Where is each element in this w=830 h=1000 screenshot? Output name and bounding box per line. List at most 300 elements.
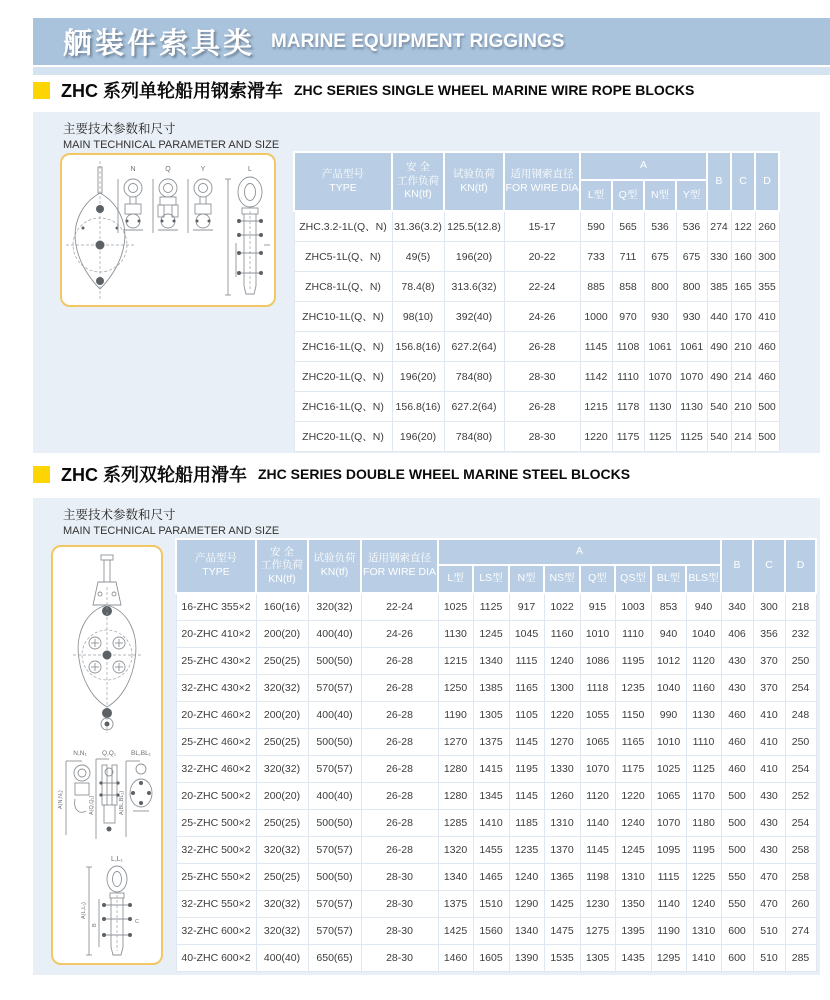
value-cell: 500 [721,783,753,810]
value-cell: 1003 [615,593,651,621]
single-wheel-drawing-box [60,153,276,307]
double-wheel-drawing-box [51,545,163,965]
value-cell: 410 [753,756,785,783]
value-cell: 1240 [615,810,651,837]
value-cell: 1125 [676,422,707,452]
product-type-cell: 32-ZHC 500×2 [176,837,256,864]
value-cell: 990 [651,702,686,729]
value-cell: 1240 [686,891,721,918]
value-cell: 784(80) [444,362,504,392]
column-header: QS型 [615,565,651,593]
value-cell: 470 [753,864,785,891]
value-cell: 196(20) [392,362,444,392]
value-cell: 392(40) [444,302,504,332]
product-type-cell: ZHC10-1L(Q、N) [294,302,392,332]
value-cell: 1220 [544,702,580,729]
column-header: 试验负荷 KN(tf) [308,539,361,593]
value-cell: 500 [755,422,779,452]
value-cell: 200(20) [256,702,308,729]
value-cell: 460 [721,756,753,783]
section2-panel [33,498,820,975]
value-cell: 1110 [686,729,721,756]
value-cell: 440 [707,302,731,332]
value-cell: 1320 [438,837,473,864]
value-cell: 1215 [438,648,473,675]
value-cell: 570(57) [308,756,361,783]
value-cell: 940 [651,621,686,648]
table-row [176,945,816,972]
value-cell: 274 [785,918,816,945]
value-cell: 1345 [473,783,509,810]
value-cell: 1340 [509,918,544,945]
value-cell: 170 [731,302,755,332]
value-cell: 28-30 [504,362,580,392]
value-cell: 1425 [438,918,473,945]
value-cell: 1235 [615,675,651,702]
value-cell: 300 [753,593,785,621]
value-cell: 500(50) [308,810,361,837]
value-cell: 1305 [580,945,615,972]
value-cell: 430 [753,783,785,810]
subtitle-zh: 主要技术参数和尺寸 [63,122,176,136]
value-cell: 26-28 [504,332,580,362]
diagram-label: BL,BL₁ [131,750,151,757]
value-cell: 540 [707,392,731,422]
value-cell: 1115 [509,648,544,675]
column-header: N型 [509,565,544,593]
value-cell: 858 [612,272,644,302]
value-cell: 500(50) [308,729,361,756]
value-cell: 460 [721,702,753,729]
value-cell: 1560 [473,918,509,945]
table-row [294,392,779,422]
value-cell: 1142 [580,362,612,392]
value-cell: 320(32) [256,918,308,945]
column-header: Y型 [676,180,707,211]
value-cell: 22-24 [504,272,580,302]
value-cell: 1310 [686,918,721,945]
value-cell: 258 [785,837,816,864]
value-cell: 510 [753,945,785,972]
value-cell: 885 [580,272,612,302]
value-cell: 1125 [473,593,509,621]
table-row [294,302,779,332]
value-cell: 853 [651,593,686,621]
value-cell: 1340 [438,864,473,891]
value-cell: 125.5(12.8) [444,211,504,242]
value-cell: 1025 [438,593,473,621]
value-cell: 430 [721,648,753,675]
page-banner [33,18,830,65]
value-cell: 356 [753,621,785,648]
value-cell: 250(25) [256,729,308,756]
value-cell: 540 [707,422,731,452]
value-cell: 1140 [580,810,615,837]
value-cell: 1195 [509,756,544,783]
value-cell: 1175 [612,422,644,452]
value-cell: 385 [707,272,731,302]
value-cell: 410 [755,302,779,332]
value-cell: 1270 [438,729,473,756]
value-cell: 260 [755,211,779,242]
value-cell: 1130 [644,392,676,422]
banner-title-zh: 舾装件索具类 [63,28,256,60]
value-cell: 1086 [580,648,615,675]
value-cell: 254 [785,756,816,783]
value-cell: 1055 [580,702,615,729]
value-cell: 590 [580,211,612,242]
single-wheel-block-drawing-icon [62,155,274,305]
table-row [176,702,816,729]
column-header: A [580,152,707,180]
section1-title-zh: ZHC 系列单轮船用钢索滑车 [61,81,283,101]
value-cell: 165 [731,272,755,302]
column-header: 安 全 工作负荷 KN(tf) [392,152,444,211]
value-cell: 26-28 [361,756,438,783]
value-cell: 1240 [544,648,580,675]
value-cell: 410 [753,729,785,756]
banner-strip [33,67,830,75]
value-cell: 600 [721,945,753,972]
value-cell: 196(20) [392,422,444,452]
diagram-label: Y [200,166,206,173]
value-cell: 500(50) [308,648,361,675]
value-cell: 1300 [544,675,580,702]
double-wheel-table [175,538,817,972]
value-cell: 49(5) [392,242,444,272]
table-row [294,332,779,362]
table-row [176,756,816,783]
value-cell: 313.6(32) [444,272,504,302]
value-cell: 1410 [686,945,721,972]
value-cell: 1061 [676,332,707,362]
value-cell: 1240 [509,864,544,891]
value-cell: 1115 [651,864,686,891]
value-cell: 1350 [615,891,651,918]
value-cell: 1245 [615,837,651,864]
value-cell: 917 [509,593,544,621]
diagram-dim-label: A(N,N₁) [58,790,64,809]
value-cell: 1145 [580,332,612,362]
value-cell: 156.8(16) [392,332,444,362]
value-cell: 370 [753,648,785,675]
product-type-cell: 25-ZHC 460×2 [176,729,256,756]
value-cell: 1410 [473,810,509,837]
value-cell: 1365 [544,864,580,891]
value-cell: 26-28 [361,810,438,837]
column-header: A [438,539,721,565]
value-cell: 460 [755,332,779,362]
value-cell: 285 [785,945,816,972]
table-row [176,918,816,945]
value-cell: 28-30 [504,422,580,452]
value-cell: 1605 [473,945,509,972]
table-row [294,272,779,302]
section1-heading [33,79,694,101]
value-cell: 1435 [615,945,651,972]
value-cell: 1198 [580,864,615,891]
product-type-cell: 25-ZHC 500×2 [176,810,256,837]
value-cell: 1245 [473,621,509,648]
value-cell: 1022 [544,593,580,621]
value-cell: 1108 [612,332,644,362]
value-cell: 915 [580,593,615,621]
subtitle-en: MAIN TECHNICAL PARAMETER AND SIZE [63,139,280,151]
value-cell: 98(10) [392,302,444,332]
value-cell: 26-28 [361,675,438,702]
value-cell: 930 [676,302,707,332]
product-type-cell: 20-ZHC 410×2 [176,621,256,648]
product-type-cell: 40-ZHC 600×2 [176,945,256,972]
value-cell: 1250 [438,675,473,702]
value-cell: 1310 [615,864,651,891]
value-cell: 355 [755,272,779,302]
banner-title-en: MARINE EQUIPMENT RIGGINGS [271,30,565,52]
diagram-label: L,L₁ [110,856,124,863]
value-cell: 1270 [544,729,580,756]
value-cell: 214 [731,362,755,392]
value-cell: 28-30 [361,918,438,945]
value-cell: 1010 [580,621,615,648]
value-cell: 1465 [473,864,509,891]
value-cell: 232 [785,621,816,648]
double-wheel-block-drawing-icon [53,547,161,963]
section-bullet-icon [33,466,50,483]
product-type-cell: 20-ZHC 460×2 [176,702,256,729]
value-cell: 627.2(64) [444,332,504,362]
value-cell: 675 [644,242,676,272]
value-cell: 26-28 [361,837,438,864]
value-cell: 733 [580,242,612,272]
section2-title-zh: ZHC 系列双轮船用滑车 [61,465,247,485]
diagram-dim-label: C [135,919,139,925]
value-cell: 320(32) [256,675,308,702]
subtitle-en: MAIN TECHNICAL PARAMETER AND SIZE [63,525,280,537]
value-cell: 490 [707,362,731,392]
value-cell: 252 [785,783,816,810]
product-type-cell: ZHC.3.2-1L(Q、N) [294,211,392,242]
value-cell: 274 [707,211,731,242]
value-cell: 1045 [509,621,544,648]
value-cell: 1370 [544,837,580,864]
value-cell: 28-30 [361,891,438,918]
section1-panel [33,112,820,453]
value-cell: 1235 [509,837,544,864]
value-cell: 1230 [580,891,615,918]
value-cell: 460 [721,729,753,756]
value-cell: 1220 [580,422,612,452]
value-cell: 1160 [686,675,721,702]
value-cell: 1178 [612,392,644,422]
value-cell: 1110 [615,621,651,648]
value-cell: 1220 [615,783,651,810]
table-row [176,891,816,918]
value-cell: 1190 [438,702,473,729]
value-cell: 1065 [580,729,615,756]
value-cell: 1295 [651,945,686,972]
value-cell: 1510 [473,891,509,918]
value-cell: 1340 [473,648,509,675]
value-cell: 1125 [644,422,676,452]
product-type-cell: 16-ZHC 355×2 [176,593,256,621]
value-cell: 20-22 [504,242,580,272]
value-cell: 1290 [509,891,544,918]
table-row [176,810,816,837]
value-cell: 1145 [580,837,615,864]
column-header: D [755,152,779,211]
value-cell: 1070 [676,362,707,392]
product-type-cell: ZHC16-1L(Q、N) [294,392,392,422]
value-cell: 340 [721,593,753,621]
value-cell: 1070 [644,362,676,392]
value-cell: 536 [676,211,707,242]
column-header: B [707,152,731,211]
value-cell: 1120 [686,648,721,675]
value-cell: 320(32) [256,756,308,783]
value-cell: 320(32) [308,593,361,621]
table-row [176,621,816,648]
value-cell: 196(20) [444,242,504,272]
single-wheel-table [293,151,780,452]
value-cell: 1095 [651,837,686,864]
value-cell: 800 [644,272,676,302]
column-header: L型 [580,180,612,211]
product-type-cell: 20-ZHC 500×2 [176,783,256,810]
table-row [294,422,779,452]
value-cell: 1025 [651,756,686,783]
value-cell: 26-28 [361,648,438,675]
column-header: C [731,152,755,211]
column-header: 产品型号 TYPE [176,539,256,593]
column-header: BL型 [651,565,686,593]
value-cell: 550 [721,864,753,891]
value-cell: 1130 [686,702,721,729]
value-cell: 1070 [580,756,615,783]
value-cell: 970 [612,302,644,332]
value-cell: 500(50) [308,864,361,891]
section1-subtitle [63,119,279,151]
product-type-cell: 32-ZHC 430×2 [176,675,256,702]
value-cell: 1140 [651,891,686,918]
table-row [176,837,816,864]
column-header: 安 全 工作负荷 KN(tf) [256,539,308,593]
value-cell: 490 [707,332,731,362]
product-type-cell: 25-ZHC 550×2 [176,864,256,891]
column-header: LS型 [473,565,509,593]
diagram-dim-label: B [92,923,98,927]
value-cell: 200(20) [256,783,308,810]
value-cell: 214 [731,422,755,452]
value-cell: 200(20) [256,621,308,648]
value-cell: 78.4(8) [392,272,444,302]
value-cell: 320(32) [256,837,308,864]
subtitle-zh: 主要技术参数和尺寸 [63,508,176,522]
column-header: 适用钢索直径 FOR WIRE DIA [361,539,438,593]
diagram-label: Q,Q₁ [101,750,117,757]
value-cell: 430 [753,837,785,864]
product-type-cell: 32-ZHC 460×2 [176,756,256,783]
value-cell: 1390 [509,945,544,972]
product-type-cell: ZHC16-1L(Q、N) [294,332,392,362]
value-cell: 250(25) [256,648,308,675]
product-type-cell: 25-ZHC 430×2 [176,648,256,675]
value-cell: 160(16) [256,593,308,621]
value-cell: 1065 [651,783,686,810]
value-cell: 1120 [580,783,615,810]
value-cell: 1375 [438,891,473,918]
value-cell: 1330 [544,756,580,783]
value-cell: 1475 [544,918,580,945]
value-cell: 400(40) [308,702,361,729]
column-header: C [753,539,785,593]
value-cell: 675 [676,242,707,272]
value-cell: 1385 [473,675,509,702]
product-type-cell: 32-ZHC 550×2 [176,891,256,918]
value-cell: 500 [721,810,753,837]
value-cell: 1285 [438,810,473,837]
value-cell: 254 [785,810,816,837]
value-cell: 400(40) [308,621,361,648]
column-header: 适用钢索直径 FOR WIRE DIA [504,152,580,211]
value-cell: 1535 [544,945,580,972]
value-cell: 1165 [615,729,651,756]
value-cell: 248 [785,702,816,729]
diagram-dim-label: A(Q,Q₁) [89,795,95,815]
value-cell: 1105 [509,702,544,729]
value-cell: 24-26 [504,302,580,332]
value-cell: 1455 [473,837,509,864]
column-header: BLS型 [686,565,721,593]
value-cell: 711 [612,242,644,272]
value-cell: 650(65) [308,945,361,972]
value-cell: 26-28 [361,702,438,729]
value-cell: 1190 [651,918,686,945]
diagram-label: N [130,166,136,173]
section2-subtitle [63,505,279,537]
value-cell: 1180 [686,810,721,837]
diagram-label: Q [165,166,171,173]
value-cell: 1145 [509,783,544,810]
value-cell: 218 [785,593,816,621]
value-cell: 536 [644,211,676,242]
value-cell: 1280 [438,756,473,783]
value-cell: 28-30 [361,945,438,972]
value-cell: 1010 [651,729,686,756]
table-row [294,362,779,392]
product-type-cell: ZHC5-1L(Q、N) [294,242,392,272]
value-cell: 1395 [615,918,651,945]
value-cell: 570(57) [308,837,361,864]
value-cell: 410 [753,702,785,729]
value-cell: 1280 [438,783,473,810]
table-row [176,675,816,702]
value-cell: 210 [731,392,755,422]
value-cell: 1130 [676,392,707,422]
value-cell: 600 [721,918,753,945]
value-cell: 156.8(16) [392,392,444,422]
section-bullet-icon [33,82,50,99]
value-cell: 122 [731,211,755,242]
value-cell: 565 [612,211,644,242]
value-cell: 160 [731,242,755,272]
table-row [294,211,779,242]
value-cell: 370 [753,675,785,702]
column-header: D [785,539,816,593]
value-cell: 1145 [509,729,544,756]
value-cell: 1175 [615,756,651,783]
value-cell: 250 [785,648,816,675]
value-cell: 1460 [438,945,473,972]
